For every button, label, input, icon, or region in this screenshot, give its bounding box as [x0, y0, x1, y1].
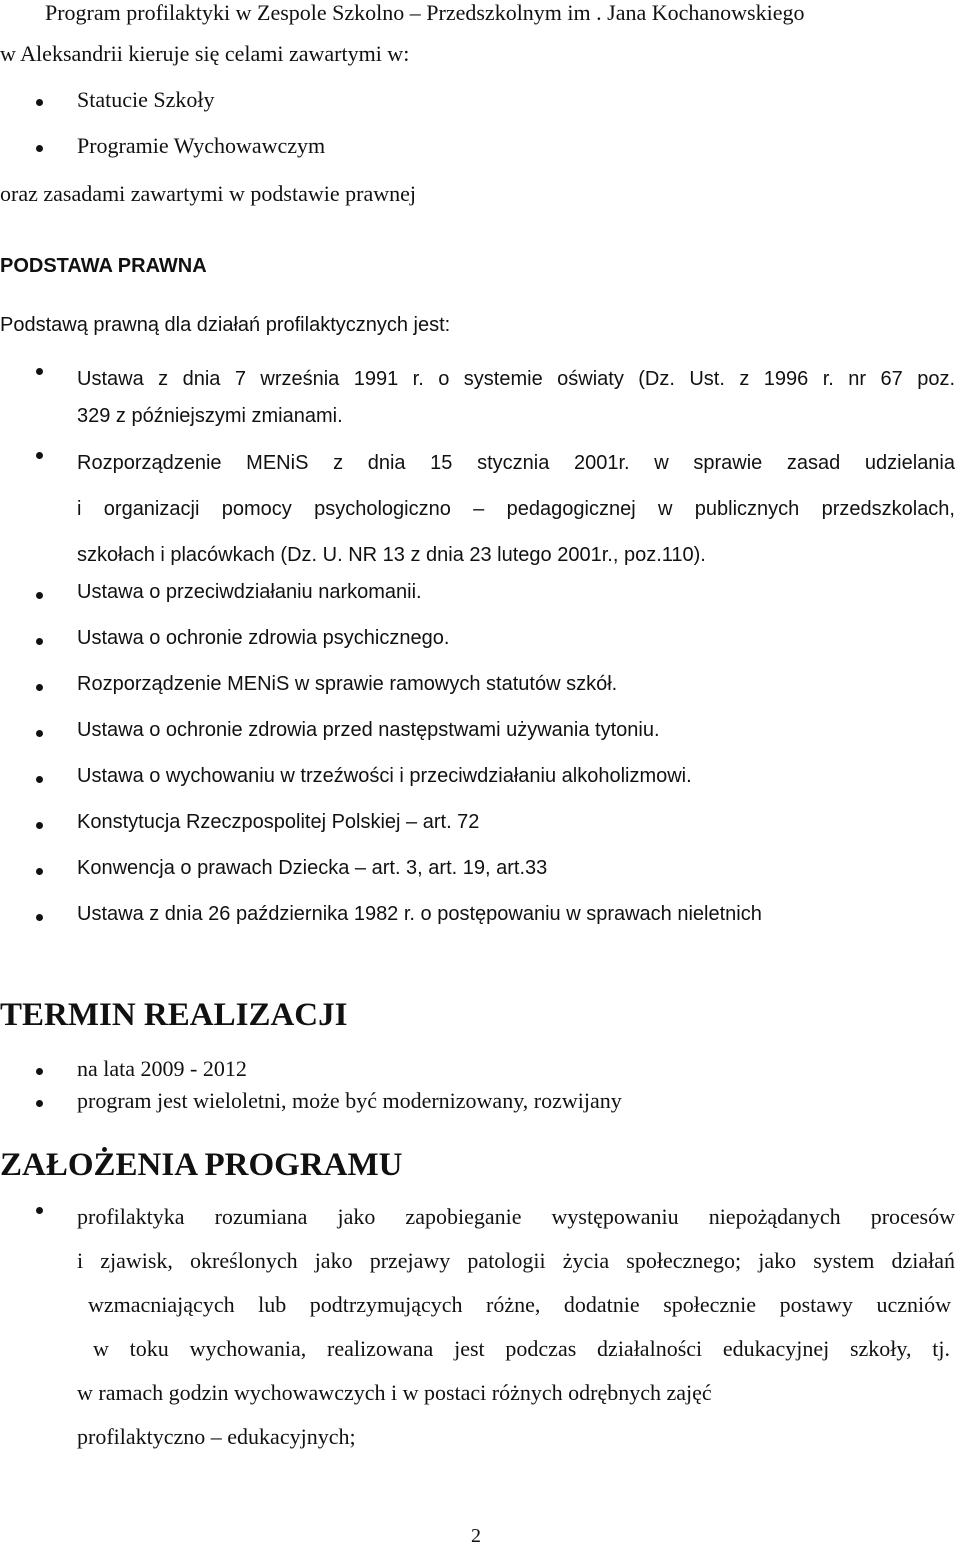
list-item	[0, 902, 960, 948]
page-number: 2	[471, 1525, 481, 1547]
bullet-icon	[36, 1207, 43, 1214]
list-item	[0, 1195, 960, 1457]
list-item-line: Ustawa z dnia 7 września 1991 r. o systemie oświaty (Dz. Ust. z 1996 r. nr 67 poz.	[77, 368, 955, 390]
list-item-line: Rozporządzenie MENiS z dnia 15 stycznia 2001r. w sprawie zasad udzielania	[77, 452, 955, 474]
implementation-list	[0, 1056, 960, 1120]
bullet-icon	[36, 1100, 43, 1107]
paragraph-line: profilaktyka rozumiana jako zapobieganie występowaniu niepożądanych procesów	[77, 1204, 955, 1229]
list-item	[0, 810, 960, 856]
bullet-icon	[36, 684, 43, 691]
list-item-label: program jest wieloletni, może być modernizowany, rozwijany	[77, 1088, 622, 1113]
list-item	[0, 718, 960, 764]
legal-basis-intro: Podstawą prawną dla działań profilaktycznych jest:	[0, 314, 451, 336]
bullet-icon	[36, 730, 43, 737]
legal-basis-heading: PODSTAWA PRAWNA	[0, 255, 207, 277]
intro-list	[0, 87, 960, 179]
bullet-icon	[36, 776, 43, 783]
list-item-label: Ustawa o wychowaniu w trzeźwości i przeciwdziałaniu alkoholizmowi.	[77, 765, 692, 787]
bullet-icon	[36, 452, 43, 459]
list-item-label: Statucie Szkoły	[77, 87, 215, 112]
bullet-icon	[36, 99, 43, 106]
list-item	[0, 764, 960, 810]
implementation-heading: TERMIN REALIZACJI	[0, 997, 348, 1033]
list-item	[0, 1088, 960, 1120]
assumptions-heading: ZAŁOŻENIA PROGRAMU	[0, 1147, 403, 1183]
list-item	[0, 87, 960, 133]
list-item-label: Ustawa o ochronie zdrowia przed następstwami używania tytoniu.	[77, 719, 660, 741]
list-item-line: i organizacji pomocy psychologiczno – pedagogicznej w publicznych przedszkolach,	[77, 498, 955, 520]
list-item-line: szkołach i placówkach (Dz. U. NR 13 z dnia 23 lutego 2001r., poz.110).	[77, 544, 706, 566]
paragraph-line: w ramach godzin wychowawczych i w postaci różnych odrębnych zajęć	[77, 1380, 712, 1405]
bullet-icon	[36, 1068, 43, 1075]
bullet-icon	[36, 145, 43, 152]
intro-line-3: oraz zasadami zawartymi w podstawie prawnej	[0, 181, 416, 206]
list-item-label: na lata 2009 - 2012	[77, 1056, 247, 1081]
intro-line-2: w Aleksandrii kieruje się celami zawartymi w:	[0, 41, 410, 66]
list-item	[0, 672, 960, 718]
list-item	[0, 133, 960, 179]
list-item	[0, 626, 960, 672]
list-item-label: Ustawa o przeciwdziałaniu narkomanii.	[77, 581, 422, 603]
list-item-label: Konwencja o prawach Dziecka – art. 3, art. 19, art.33	[77, 857, 548, 879]
list-item-line: 329 z późniejszymi zmianami.	[77, 405, 343, 427]
list-item	[0, 440, 960, 580]
bullet-icon	[36, 368, 43, 375]
paragraph-line: wzmacniających lub podtrzymujących różne, dodatnie społecznie postawy uczniów	[88, 1292, 951, 1317]
paragraph-line: w toku wychowania, realizowana jest podczas działalności edukacyjnej szkoły, tj.	[93, 1336, 950, 1361]
bullet-icon	[36, 914, 43, 921]
list-item	[0, 356, 960, 450]
list-item-label: Rozporządzenie MENiS w sprawie ramowych statutów szkół.	[77, 673, 618, 695]
list-item	[0, 580, 960, 626]
paragraph-line: i zjawisk, określonych jako przejawy patologii życia społecznego; jako system działań	[77, 1248, 955, 1273]
paragraph-line: profilaktyczno – edukacyjnych;	[77, 1424, 356, 1449]
legal-basis-list	[0, 368, 960, 948]
bullet-icon	[36, 822, 43, 829]
list-item	[0, 1056, 960, 1088]
intro-line-1: Program profilaktyki w Zespole Szkolno – Przedszkolnym im . Jana Kochanowskiego	[45, 0, 805, 25]
assumptions-list	[0, 1206, 960, 1457]
bullet-icon	[36, 868, 43, 875]
list-item-label: Programie Wychowawczym	[77, 133, 326, 158]
list-item-label: Ustawa o ochronie zdrowia psychicznego.	[77, 627, 450, 649]
bullet-icon	[36, 638, 43, 645]
list-item-label: Ustawa z dnia 26 października 1982 r. o postępowaniu w sprawach nieletnich	[77, 903, 762, 925]
list-item-label: Konstytucja Rzeczpospolitej Polskiej – art. 72	[77, 811, 480, 833]
bullet-icon	[36, 592, 43, 599]
list-item	[0, 856, 960, 902]
